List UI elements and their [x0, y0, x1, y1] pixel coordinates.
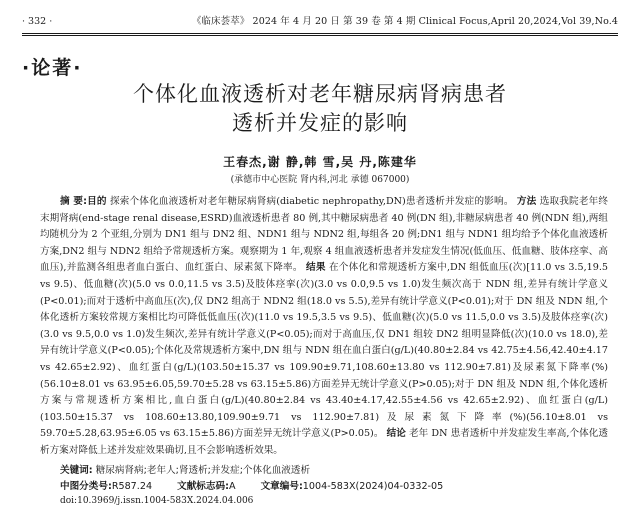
- header-rule-top: [22, 33, 618, 34]
- results-text: 在个体化和常规透析方案中,DN 组低血压(次)[11.0 vs 3.5,19.5 vs 9.5)、低血糖(次)(5.0 vs 0.0,11.5 vs 3.5)及肢体痉挛(次)(3.0 vs 0.0,9.5 vs 1.0)发生频次高于 NDN 组,差异有统计学意义(P<0.01);而对于透析中高血压(次),仅 DN2 组高于 NDN2 组(18.0 vs 5.5),差异有统计学意义(P<0.01);对于 DN 组及 NDN 组,个体化透析方案较常规方案相比均可降低低血压(次)(11.0 vs 19.5,3.5 vs 9.5)、低血糖(次)(5.0 vs 11.5,0.0 vs 3.5)及肢体痉挛(次)(3.0 vs 9.5,0.0 vs 1.0)发生频次,差异有统计学意义(P<0.05);而对于高血压,仅 DN1 组较 DN2 组明显降低(次)(10.0 vs 18.0),差异有统计学意义(P<0.05);个体化及常规透析方案中,DN 组与 NDN 组在血白蛋白(g/L)(40.80±2.84 vs 42.75±4.56,42.40±4.17 vs 42.65±2.92)、血红蛋白(g/L)(103.50±15.37 vs 109.90±9.71,108.60±13.80 vs 112.90±7.81)及尿素氮下降率(%)(56.10±8.01 vs 63.95±6.05,59.70±5.28 vs 63.15±5.86)方面差异无统计学意义(P>0.05);对于 DN 组及 NDN 组,个体化透析方案与常规透析方案相比,血白蛋白(g/L)(40.80±2.84 vs 43.40±4.17,42.55±4.56 vs 42.65±2.92)、血红蛋白(g/L)(103.50±15.37 vs 108.60±13.80,109.90±9.71 vs 112.90±7.81)及尿素氮下降率(%)(56.10±8.01 vs 59.70±5.28,63.95±6.05 vs 63.15±5.86)方面差异无统计学意义(P>0.05)。: [40, 262, 608, 440]
- abstract-body: [40, 194, 608, 454]
- methods-label: 方法: [516, 196, 537, 207]
- running-header: [22, 14, 618, 30]
- results-label: 结果: [306, 262, 326, 274]
- doi: doi:10.3969/j.issn.1004-583X.2024.04.006: [60, 496, 254, 506]
- objective-label: 目的: [86, 196, 107, 207]
- objective-text: 探索个体化血液透析对老年糖尿病肾病(diabetic nephropathy,DN)患者透析并发症的影响。: [109, 196, 514, 207]
- section-label: ·论著·: [22, 57, 83, 79]
- keywords: [60, 462, 608, 476]
- affiliation: (承德市中心医院 肾内科,河北 承德 067000): [230, 175, 410, 185]
- journal-citation: 《临床荟萃》 2024 年 4 月 20 日 第 39 卷 第 4 期 Clinical Focus,April 20,2024,Vol 39,No.4: [191, 16, 618, 27]
- header-rule-bottom: [22, 35, 618, 36]
- article-number-label: 文章编号:: [260, 481, 303, 492]
- clc-label: 中图分类号:: [60, 481, 112, 492]
- article-title-line2: 透析并发症的影响: [232, 111, 408, 135]
- clc-value: R587.24: [111, 481, 153, 492]
- classification-line: [60, 478, 608, 492]
- page-number: · 332 ·: [22, 16, 53, 27]
- abstract: [40, 194, 608, 454]
- article-number-value: 1004-583X(2024)04-0332-05: [302, 481, 444, 492]
- article-title-line1: 个体化血液透析对老年糖尿病肾病患者: [133, 82, 507, 106]
- methods-text: 选取我院老年终末期肾病(end-stage renal disease,ESRD)血液透析患者 80 例,其中糖尿病患者 40 例(DN 组),非糖尿病患者 40 例(NDN 组),两组均随机分为 2 个亚组,分别为 DN1 组与 DN2 组、NDN1 组与 NDN2 组,每组各 20 例;DN1 组与 NDN1 组均给予个体化血液透析方案,DN2 组与 NDN2 组给予常规透析方案。观察期为 1 年,观察 4 组血液透析患者并发症发生情况(低血压、低血糖、肢体痉挛、高血压),并监测各组患者血白蛋白、血红蛋白、尿素氮下降率。: [40, 196, 608, 274]
- conclusion-text: 老年 DN 患者透析中并发症发生率高,个体化透析方案对降低上述并发症效果确切,且不会影响透析效果。: [40, 428, 608, 454]
- keywords-text: 糖尿病肾病;老年人;肾透析;并发症;个体化血液透析: [95, 465, 311, 476]
- doc-code-label: 文献标志码:: [177, 481, 229, 492]
- author-list: 王春杰,谢 静,韩 雪,吴 丹,陈建华: [223, 155, 417, 169]
- conclusion-label: 结论: [386, 428, 406, 440]
- keywords-label: 关键词:: [60, 465, 93, 476]
- abstract-label: 摘 要:: [60, 196, 87, 207]
- doc-code-value: A: [228, 481, 236, 492]
